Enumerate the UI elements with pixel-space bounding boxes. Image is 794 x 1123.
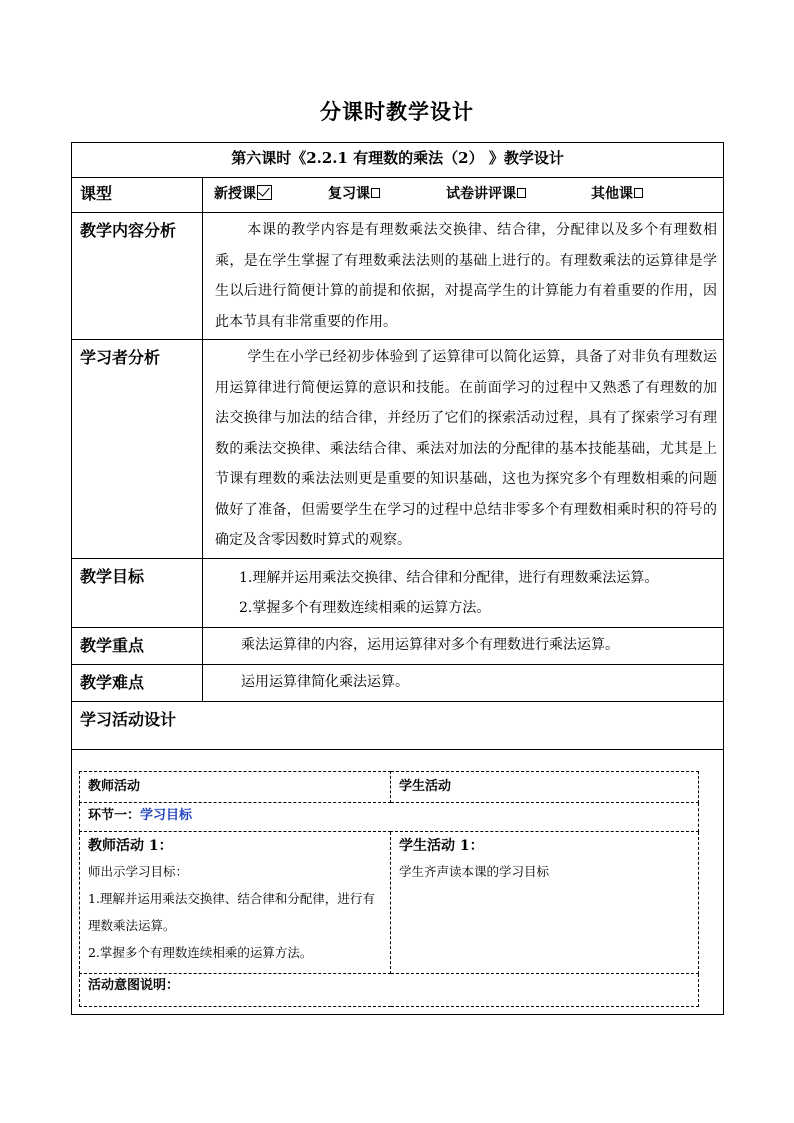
page-title: 分课时教学设计 [320, 99, 474, 124]
student-activity-header: 学生活动 [391, 772, 699, 803]
goal-item: 1.理解并运用乘法交换律、结合律和分配律，进行有理数乘法运算。 [239, 569, 659, 586]
lesson-type-label: 课型 [72, 178, 203, 213]
difficulties-text: 运用运算律简化乘法运算。 [203, 664, 724, 701]
option-other-label: 其他课 [591, 186, 633, 202]
student-activity-title: 学生活动 1： [399, 838, 484, 854]
student-activity-text: 学生齐声读本课的学习目标 [399, 864, 550, 879]
teacher-line: 2.掌握多个有理数连续相乘的运算方法。 [88, 945, 313, 960]
goals-label: 教学目标 [72, 558, 203, 627]
teacher-activity-header: 教师活动 [80, 772, 391, 803]
checkbox-icon[interactable] [517, 188, 526, 198]
checkbox-icon[interactable] [634, 188, 643, 198]
activity-design-label: 学习活动设计 [72, 701, 724, 749]
section-row [80, 803, 699, 832]
learner-analysis-label: 学习者分析 [72, 340, 203, 559]
section-prefix: 环节一： [88, 808, 141, 823]
lesson-type-options [203, 178, 724, 213]
teacher-activity-cell [80, 832, 391, 974]
student-activity-cell [391, 832, 699, 974]
option-other[interactable] [591, 179, 643, 209]
section-name: 学习目标 [140, 808, 193, 823]
option-review-label: 复习课 [328, 186, 370, 202]
option-exam-review-label: 试卷讲评课 [446, 186, 516, 202]
lesson-title: 第六课时《2.2.1 有理数的乘法（2） 》教学设计 [72, 143, 724, 178]
option-exam-review[interactable] [446, 179, 526, 209]
activity-table [79, 771, 699, 1007]
content-analysis-label: 教学内容分析 [72, 213, 203, 340]
key-points-text: 乘法运算律的内容，运用运算律对多个有理数进行乘法运算。 [203, 627, 724, 664]
content-analysis-text: 本课的教学内容是有理数乘法交换律、结合律，分配律以及多个有理数相乘，是在学生掌握了有理数乘法法则的基础上进行的。有理数乘法的运算律是学生以后进行简便计算的前提和依据，对提高学生的计算能力有着重要的作用，因此本节具有非常重要的作用。 [203, 213, 724, 340]
teacher-line: 1.理解并运用乘法交换律、结合律和分配律，进行有理数乘法运算。 [88, 891, 375, 933]
option-review[interactable] [328, 179, 380, 209]
option-new-lesson[interactable] [214, 179, 272, 209]
teacher-activity-title: 教师活动 1： [88, 838, 173, 854]
goals-list [203, 558, 724, 627]
key-points-label: 教学重点 [72, 627, 203, 664]
teacher-line: 师出示学习目标： [88, 864, 189, 879]
option-new-lesson-label: 新授课 [214, 186, 256, 202]
difficulties-label: 教学难点 [72, 664, 203, 701]
goal-item: 2.掌握多个有理数连续相乘的运算方法。 [239, 599, 491, 616]
checked-box-icon[interactable] [257, 185, 272, 200]
checkbox-icon[interactable] [371, 188, 380, 198]
learner-analysis-text: 学生在小学已经初步体验到了运算律可以简化运算，具备了对非负有理数运用运算律进行简便运算的意识和技能。在前面学习的过程中又熟悉了有理数的加法交换律与加法的结合律，并经历了它们的探索活动过程，具有了探索学习有理数的乘法交换律、乘法结合律、乘法对加法的分配律的基本技能基础，尤其是上节课有理数的乘法法则更是重要的知识基础，这也为探究多个有理数相乘的问题做好了准备，但需要学生在学习的过程中总结非零多个有理数相乘时积的符号的确定及含零因数时算式的观察。 [203, 340, 724, 559]
activity-intent-row: 活动意图说明： [80, 974, 699, 1007]
